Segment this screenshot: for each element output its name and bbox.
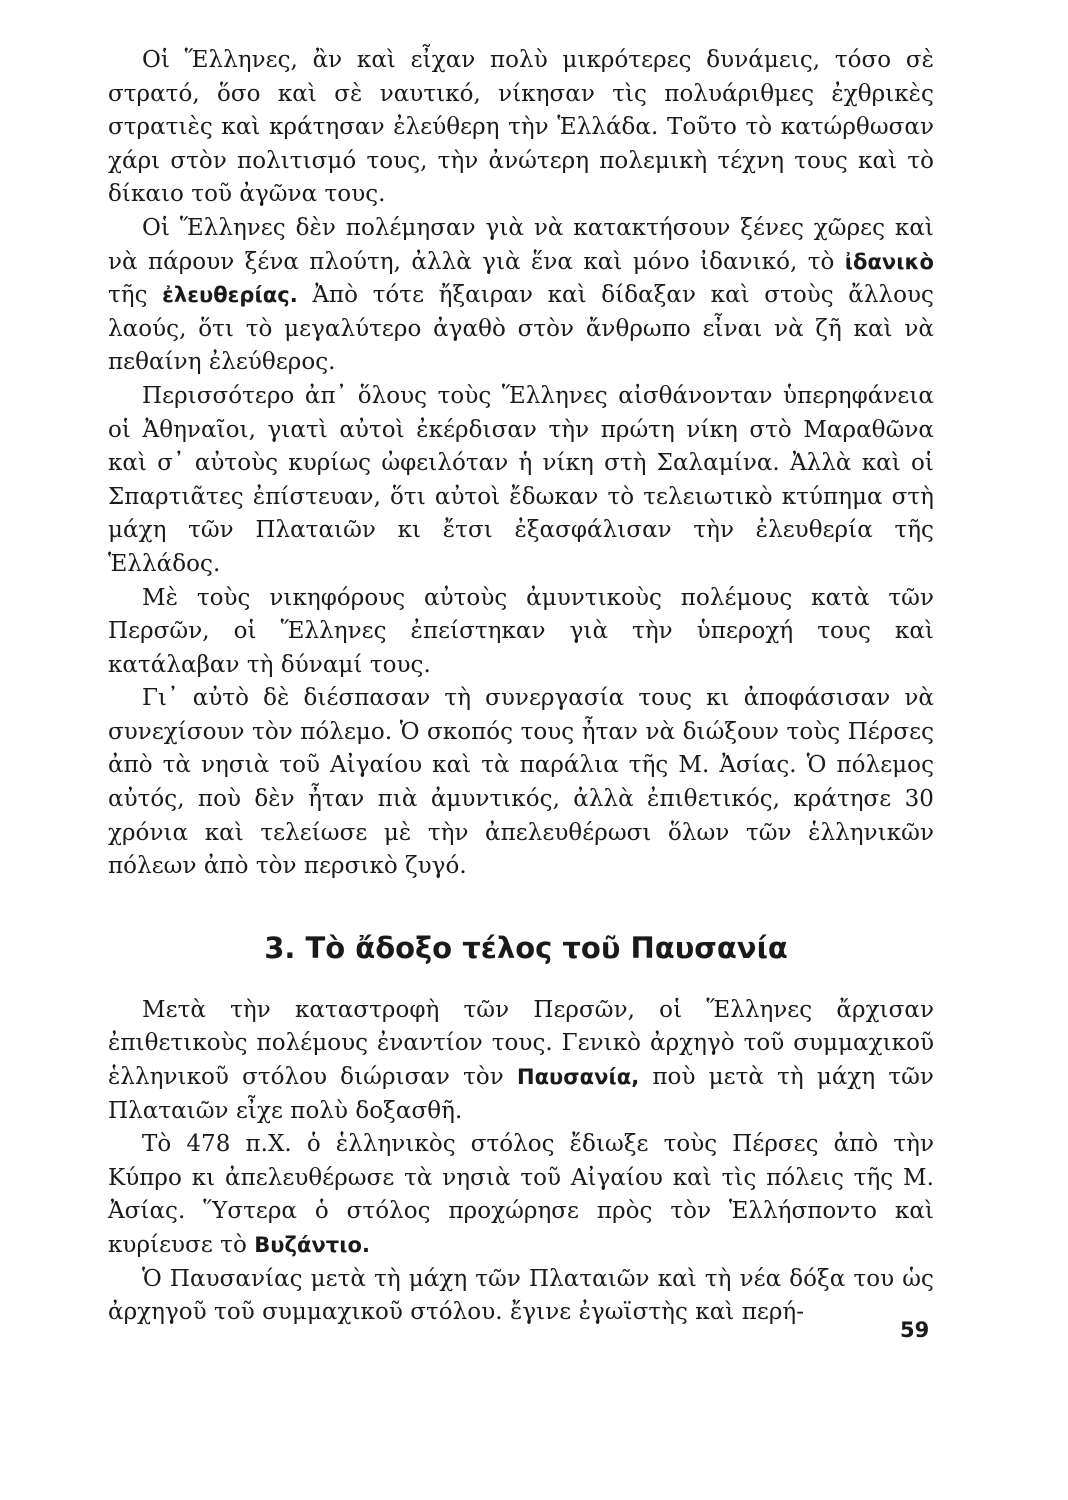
paragraph-text: Μὲ τοὺς νικηφόρους αὐτοὺς ἀμυντικοὺς πολέμους κατὰ τῶν Περσῶν, οἱ Ἕλληνες ἐπείστηκαν γιὰ τὴν ὑπεροχή τους καὶ κατάλαβαν τὴ δύναμί τους. <box>108 584 934 678</box>
paragraph <box>108 1128 934 1262</box>
bold-term: Βυζάντιο. <box>254 1233 370 1257</box>
paragraph <box>108 582 934 683</box>
page-body <box>108 44 934 1330</box>
paragraph-text: Γι᾽ αὐτὸ δὲ διέσπασαν τὴ συνεργασία τους κι ἀποφάσισαν νὰ συνεχίσουν τὸν πόλεμο. Ὁ σκοπός τους ἦταν νὰ διώξουν τοὺς Πέρσες ἀπὸ τὰ νησιὰ τοῦ Αἰγαίου καὶ τὰ παράλια τῆς Μ. Ἀσίας. Ὁ πόλεμος αὐτός, ποὺ δὲν ἦταν πιὰ ἀμυντικός, ἀλλὰ ἐπιθετικός, κράτησε 30 χρόνια καὶ τελείωσε μὲ τὴν ἀπελευθέρωσι ὅλων τῶν ἑλληνικῶν πόλεων ἀπὸ τὸν περσικὸ ζυγό. <box>108 685 934 880</box>
bold-term: ἐλευθερίας. <box>162 283 298 308</box>
bold-term: Παυσανία, <box>516 1065 640 1090</box>
paragraph-text: Περισσότερο ἀπ᾽ ὅλους τοὺς Ἕλληνες αἰσθάνονταν ὑπερηφάνεια οἱ Ἀθηναῖοι, γιατὶ αὐτοὶ ἐκέρδισαν τὴν πρώτη νίκη στὸ Μαραθῶνα καὶ σ᾽ αὐτοὺς κυρίως ὠφειλόταν ἡ νίκη στὴ Σαλαμίνα. Ἀλλὰ καὶ οἱ Σπαρτιᾶτες ἐπίστευαν, ὅτι αὐτοὶ ἔδωκαν τὸ τελειωτικὸ κτύπημα στὴ μάχη τῶν Πλαταιῶν κι ἔτσι ἐξασφάλισαν τὴν ἐλευθερία τῆς Ἑλλάδος. <box>108 382 934 577</box>
paragraph <box>108 682 934 884</box>
paragraph-text: Οἱ Ἕλληνες δὲν πολέμησαν γιὰ νὰ κατακτήσουν ξένες χῶρες καὶ νὰ πάρουν ξένα πλούτη, ἀλλὰ γιὰ ἕνα καὶ μόνο ἰδανικό, τὸ <box>108 214 934 275</box>
paragraph <box>108 44 934 212</box>
paragraph-text: Ἀπὸ τότε ἤξαιραν καὶ δίδαξαν καὶ στοὺς ἄλλους λαούς, ὅτι τὸ μεγαλύτερο ἀγαθὸ στὸν ἄνθρωπο εἶναι νὰ ζῆ καὶ νὰ πεθαίνη ἐλεύθερος. <box>108 282 934 376</box>
paragraph-text: τῆς <box>108 282 148 309</box>
paragraph-text: Οἱ Ἕλληνες, ἂν καὶ εἶχαν πολὺ μικρότερες δυνάμεις, τόσο σὲ στρατό, ὅσο καὶ σὲ ναυτικό, νίκησαν τὶς πολυάριθμες ἐχθρικὲς στρατιὲς καὶ κράτησαν ἐλεύθερη τὴν Ἑλλάδα. Τοῦτο τὸ κατώρθωσαν χάρι στὸν πολιτισμό τους, τὴν ἀνώτερη πολεμικὴ τέχνη τους καὶ τὸ δίκαιο τοῦ ἀγῶνα τους. <box>108 47 934 208</box>
page-number: 59 <box>900 1318 930 1342</box>
paragraph-text: ποὺ μετὰ τὴ μάχη τῶν Πλαταιῶν εἶχε πολὺ δοξασθῆ. <box>108 1064 934 1124</box>
paragraph-text: Τὸ 478 π.Χ. ὁ ἑλληνικὸς στόλος ἔδιωξε τοὺς Πέρσες ἀπὸ τὴν Κύπρο κι ἀπελευθέρωσε τὰ νησιὰ τοῦ Αἰγαίου καὶ τὶς πόλεις τῆς Μ. Ἀσίας. Ὕστερα ὁ στόλος προχώρησε πρὸς τὸν Ἑλλήσποντο καὶ κυρίευσε τὸ <box>108 1131 934 1258</box>
paragraph <box>108 1263 934 1330</box>
section-heading: 3. Τὸ ἄδοξο τέλος τοῦ Παυσανία <box>264 930 788 965</box>
paragraph-text: Μετὰ τὴν καταστροφὴ τῶν Περσῶν, οἱ Ἕλληνες ἄρχισαν ἐπιθετικοὺς πολέμους ἐναντίον τους. Γενικὸ ἀρχηγὸ τοῦ συμμαχικοῦ ἑλληνικοῦ στόλου διώρισαν τὸν <box>108 996 934 1091</box>
paragraph-text: Ὁ Παυσανίας μετὰ τὴ μάχη τῶν Πλαταιῶν καὶ τὴ νέα δόξα του ὡς ἀρχηγοῦ τοῦ συμμαχικοῦ στόλου. ἔγινε ἐγωϊστὴς καὶ περή- <box>108 1265 934 1326</box>
paragraph <box>108 212 934 380</box>
paragraph <box>108 994 934 1128</box>
bold-term: ἰδανικὸ <box>844 249 934 274</box>
paragraph <box>108 380 934 582</box>
